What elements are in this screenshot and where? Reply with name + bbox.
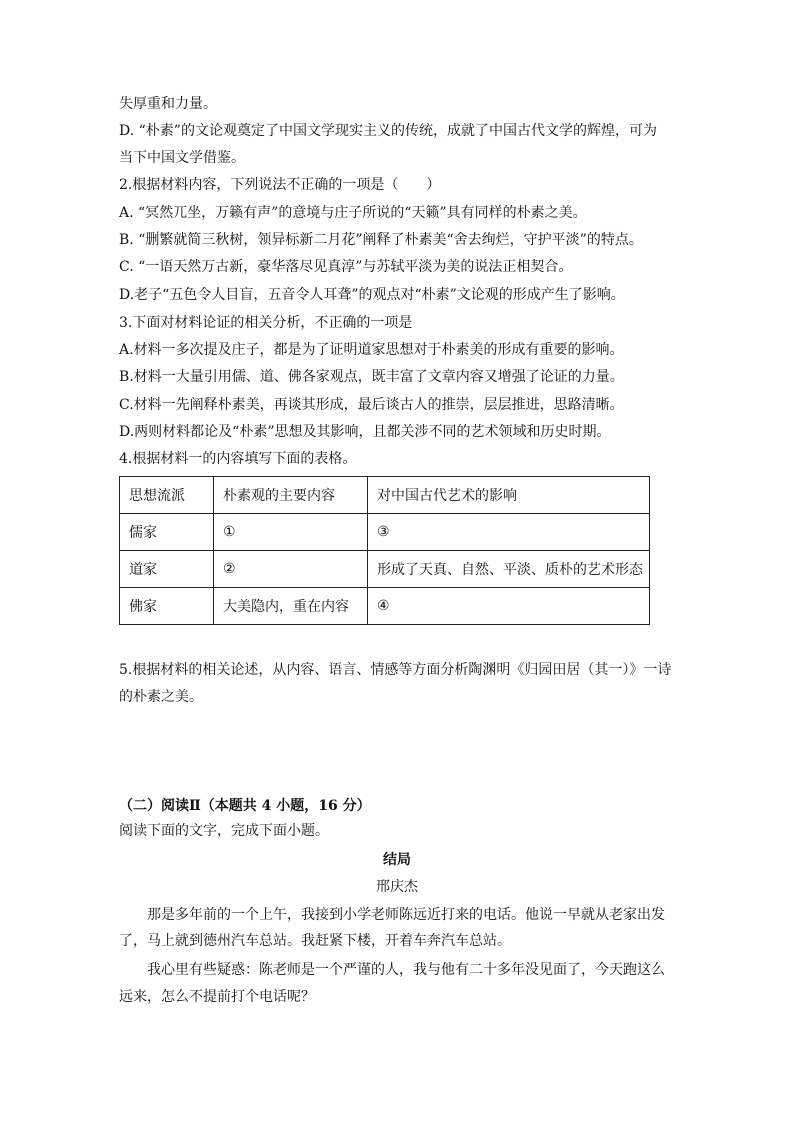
story-paragraph-cont: 远来，怎么不提前打个电话呢？ <box>119 989 315 1005</box>
table-header-cell: 思想流派 <box>120 477 214 514</box>
question-2-stem: 2.根据材料内容，下列说法不正确的一项是（ ） <box>119 177 441 193</box>
question-3-stem: 3.下面对材料论证的相关分析，不正确的一项是 <box>119 315 413 331</box>
table-cell: ④ <box>368 588 650 625</box>
table-cell: 儒家 <box>120 514 214 551</box>
story-paragraph: 我心里有些疑惑：陈老师是一个严谨的人，我与他有二十多年没见面了，今天跑这么 <box>147 962 665 978</box>
table-header-row <box>120 477 650 514</box>
table-row <box>120 588 650 625</box>
option-text: D.两则材料都论及“朴素”思想及其影响，且都关涉不同的艺术领域和历史时期。 <box>119 424 611 440</box>
table-cell: 大美隐内，重在内容 <box>214 588 368 625</box>
story-paragraph: 那是多年前的一个上午，我接到小学老师陈远近打来的电话。他说一早就从老家出发 <box>147 907 665 923</box>
option-text: A. “冥然兀坐，万籁有声”的意境与庄子所说的“天籁”具有同样的朴素之美。 <box>119 205 587 221</box>
question-5-stem: 5.根据材料的相关论述，从内容、语言、情感等方面分析陶渊明《归园田居（其一）》一诗 <box>119 662 672 678</box>
table-row <box>120 551 650 588</box>
option-text: A.材料一多次提及庄子，都是为了证明道家思想对于朴素美的形成有重要的影响。 <box>119 342 624 358</box>
table-cell: ① <box>214 514 368 551</box>
option-text: B.材料一大量引用儒、道、佛各家观点，既丰富了文章内容又增强了论证的力量。 <box>119 369 624 385</box>
story-paragraph-cont: 了，马上就到德州汽车总站。我赶紧下楼，开着车奔汽车总站。 <box>119 933 511 949</box>
table-cell: 道家 <box>120 551 214 588</box>
table-cell: ③ <box>368 514 650 551</box>
section-heading: （二）阅读Ⅱ（本题共 4 小题，16 分） <box>119 798 371 814</box>
option-text: C. “一语天然万古新，豪华落尽见真淳”与苏轼平淡为美的说法正相契合。 <box>119 259 573 275</box>
option-text: B. “删繁就简三秋树，领异标新二月花”阐释了朴素美“舍去绚烂，守护平淡”的特点。 <box>119 232 643 248</box>
table-row <box>120 514 650 551</box>
table-cell: 形成了天真、自然、平淡、质朴的艺术形态 <box>368 551 650 588</box>
story-author: 邢庆杰 <box>376 879 418 895</box>
table-cell: 佛家 <box>120 588 214 625</box>
question-5-stem-cont: 的朴素之美。 <box>119 689 203 705</box>
table-cell: ② <box>214 551 368 588</box>
instruction-text: 阅读下面的文字，完成下面小题。 <box>119 823 329 839</box>
text-line: 当下中国文学借鉴。 <box>119 150 245 166</box>
story-title: 结局 <box>383 852 411 868</box>
option-text: D.老子“五色令人目盲，五音令人耳聋”的观点对“朴素”文论观的形成产生了影响。 <box>119 287 625 303</box>
option-text: D. “朴素”的文论观奠定了中国文学现实主义的传统，成就了中国古代文学的辉煌，可为 <box>119 123 657 139</box>
table-header-cell: 朴素观的主要内容 <box>214 477 368 514</box>
option-text: C.材料一先阐释朴素美，再谈其形成，最后谈古人的推崇，层层推进，思路清晰。 <box>119 397 624 413</box>
table-header-cell: 对中国古代艺术的影响 <box>368 477 650 514</box>
question-4-stem: 4.根据材料一的内容填写下面的表格。 <box>119 451 357 467</box>
text-line: 失厚重和力量。 <box>119 96 217 112</box>
answer-table <box>119 476 650 625</box>
